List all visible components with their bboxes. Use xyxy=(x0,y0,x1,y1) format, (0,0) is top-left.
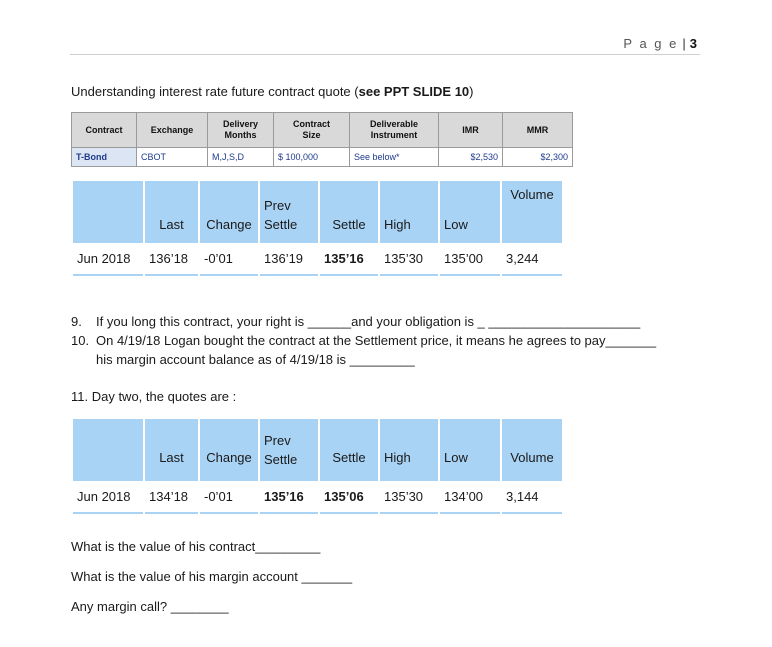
quote2-volume: 3,144 xyxy=(502,481,562,514)
question-10 xyxy=(71,331,656,350)
quote2-high: 135’30 xyxy=(380,481,438,514)
quote2-header-prev: Prev xyxy=(264,433,291,448)
day2-label: 11. Day two, the quotes are : xyxy=(71,389,237,404)
spec-header-delivery-2: Months xyxy=(224,130,257,140)
quote1-settle xyxy=(320,243,378,276)
page-separator: | xyxy=(682,36,686,51)
margin-value-question: What is the value of his margin account _______ xyxy=(71,569,353,584)
quote1-header-row xyxy=(73,181,562,243)
quote2-header-month xyxy=(73,419,143,481)
section-title xyxy=(71,84,474,99)
quote2-prev-settle-value: 135’16 xyxy=(264,489,304,504)
spec-header-size-1: Contract xyxy=(292,119,330,129)
quote2-prev-settle xyxy=(260,481,318,514)
spec-header-delivery-1: Delivery xyxy=(222,119,259,129)
contract-value-question: What is the value of his contract_________ xyxy=(71,539,321,554)
title-bold: see PPT SLIDE 10 xyxy=(358,84,470,99)
quote2-header-prev-settle-label: Settle xyxy=(264,452,298,467)
quote2-header-volume: Volume xyxy=(502,419,562,481)
quote1-header-change: Change xyxy=(200,181,258,243)
question-list xyxy=(71,312,656,369)
quote1-change: -0’01 xyxy=(200,243,258,276)
spec-header-size xyxy=(274,113,350,148)
spec-header-deliverable xyxy=(350,113,439,148)
spec-header-size-2: Size xyxy=(302,130,321,140)
quote1-low: 135’00 xyxy=(440,243,500,276)
quote1-header-prev: Prev xyxy=(264,197,291,213)
spec-delivery: M,J,S,D xyxy=(208,148,274,167)
page-header xyxy=(623,36,697,51)
quote1-last: 136’18 xyxy=(145,243,198,276)
spec-header-imr: IMR xyxy=(439,113,503,148)
question-9-number: 9. xyxy=(71,314,82,329)
quote2-header-prev-settle xyxy=(260,419,318,481)
quote2-settle xyxy=(320,481,378,514)
quote2-last: 134’18 xyxy=(145,481,198,514)
quote1-header-low: Low xyxy=(440,181,500,243)
title-close: ) xyxy=(469,84,474,99)
spec-header-contract: Contract xyxy=(72,113,137,148)
spec-exchange: CBOT xyxy=(137,148,208,167)
spec-mmr: $2,300 xyxy=(503,148,573,167)
page-word: P a g e xyxy=(623,36,679,51)
spec-header-delivery xyxy=(208,113,274,148)
quote1-header-prev-settle xyxy=(260,181,318,243)
spec-header-mmr: MMR xyxy=(503,113,573,148)
quote2-settle-value: 135’06 xyxy=(324,489,364,504)
quote2-header-change: Change xyxy=(200,419,258,481)
spec-header-deliverable-2: Instrument xyxy=(370,130,418,140)
quote-table-day2 xyxy=(71,419,564,514)
contract-spec-table xyxy=(71,112,573,167)
spec-header-exchange: Exchange xyxy=(137,113,208,148)
spec-imr: $2,530 xyxy=(439,148,503,167)
spec-size: $ 100,000 xyxy=(274,148,350,167)
quote2-header-low: Low xyxy=(440,419,500,481)
quote2-month: Jun 2018 xyxy=(73,481,143,514)
question-10-line2: his margin account balance as of 4/19/18 is _________ xyxy=(96,352,415,367)
quote2-header-settle: Settle xyxy=(320,419,378,481)
quote1-header-settle: Settle xyxy=(320,181,378,243)
quote-table-day1 xyxy=(71,181,564,276)
page-number: 3 xyxy=(689,36,697,51)
quote1-header-prev-settle-label: Settle xyxy=(264,216,298,232)
quote2-header-high: High xyxy=(380,419,438,481)
quote2-low: 134’00 xyxy=(440,481,500,514)
quote1-data-row xyxy=(73,243,562,276)
quote2-header-last: Last xyxy=(145,419,198,481)
quote2-data-row xyxy=(73,481,562,514)
header-rule xyxy=(70,54,700,55)
spec-header-deliverable-1: Deliverable xyxy=(369,119,419,129)
spec-contract: T-Bond xyxy=(72,148,137,167)
question-9 xyxy=(71,312,656,331)
spec-header-row xyxy=(72,113,573,148)
spec-deliverable: See below* xyxy=(350,148,439,167)
quote1-month: Jun 2018 xyxy=(73,243,143,276)
question-10-number: 10. xyxy=(71,333,90,348)
quote1-header-month xyxy=(73,181,143,243)
title-text: Understanding interest rate future contract quote ( xyxy=(71,84,359,99)
quote1-header-last: Last xyxy=(145,181,198,243)
quote2-change: -0’01 xyxy=(200,481,258,514)
quote1-header-volume: Volume xyxy=(502,181,562,243)
quote1-volume: 3,244 xyxy=(502,243,562,276)
quote1-settle-value: 135’16 xyxy=(324,251,364,266)
question-9-text: If you long this contract, your right is ______and your obligation is _ _____________________ xyxy=(96,314,641,329)
margin-call-question: Any margin call? ________ xyxy=(71,599,229,614)
quote1-prev-settle: 136’19 xyxy=(260,243,318,276)
question-10-line1: On 4/19/18 Logan bought the contract at the Settlement price, it means he agrees to pay_______ xyxy=(96,333,657,348)
quote1-high: 135’30 xyxy=(380,243,438,276)
quote2-header-row xyxy=(73,419,562,481)
spec-data-row xyxy=(72,148,573,167)
quote1-header-high: High xyxy=(380,181,438,243)
